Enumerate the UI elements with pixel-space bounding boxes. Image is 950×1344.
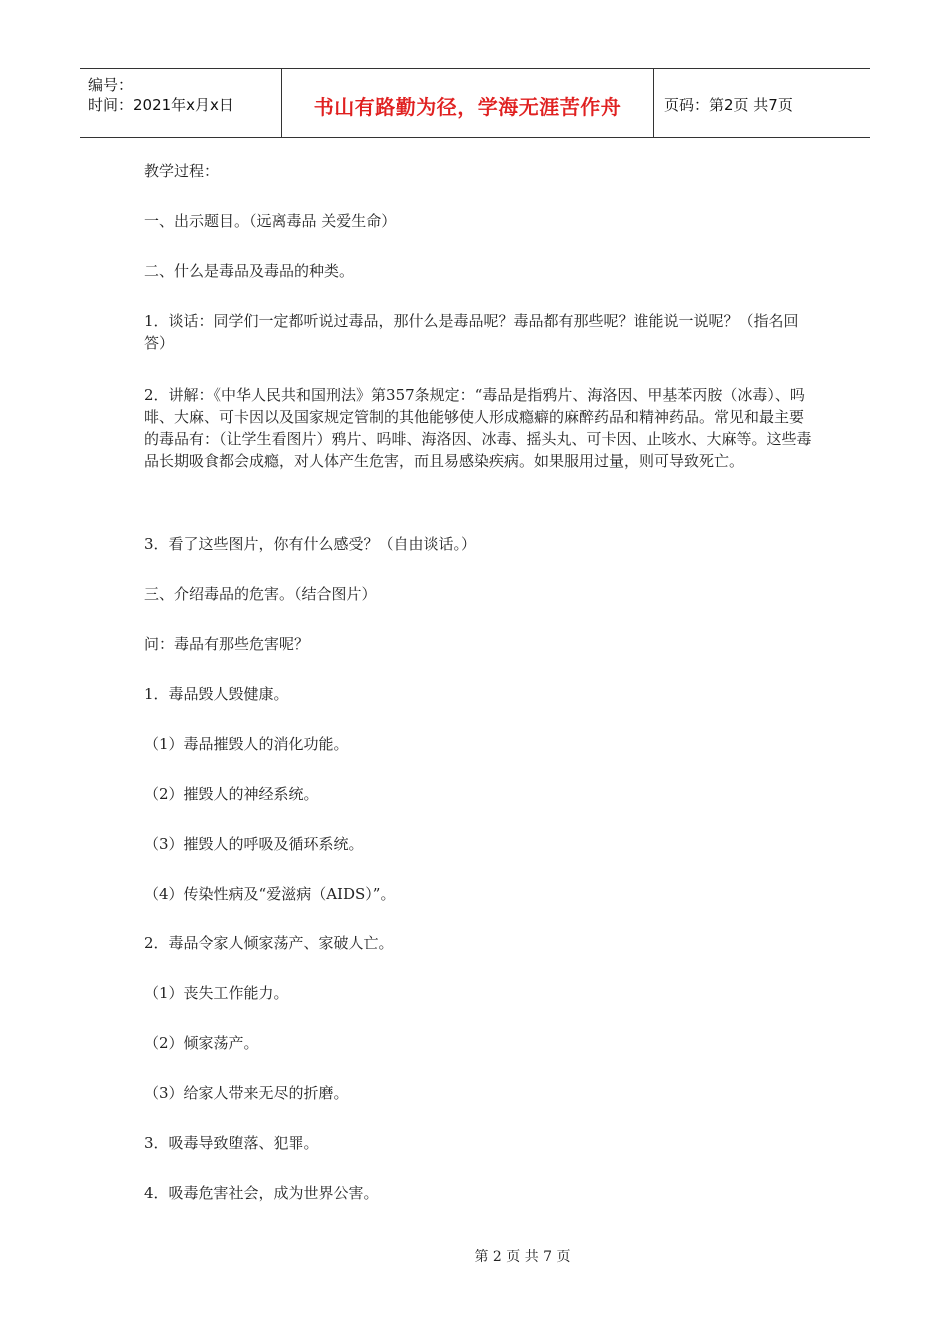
list-item-society: 4．吸毒危害社会，成为世界公害。 <box>144 1184 379 1202</box>
footer-page-number: 第 2 页 共 7 页 <box>474 1249 571 1265</box>
header-meta-cell <box>80 69 282 137</box>
page-header <box>80 68 870 138</box>
header-motto: 书山有路勤为径，学海无涯苦作舟 <box>313 94 622 119</box>
paragraph-feelings: 3．看了这些图片，你有什么感受？（自由谈话。） <box>144 535 477 553</box>
header-page-info: 页码：第2页 共7页 <box>664 95 793 114</box>
section-heading-process: 教学过程： <box>144 162 220 180</box>
header-page-cell <box>654 69 870 137</box>
header-motto-cell <box>282 69 654 137</box>
paragraph-what-is-drug: 二、什么是毒品及毒品的种类。 <box>144 262 355 280</box>
list-item-work: （1）丧失工作能力。 <box>144 984 289 1002</box>
page-footer <box>0 1246 950 1266</box>
list-item-nervous: （2）摧毁人的神经系统。 <box>144 785 319 803</box>
list-item-family: 2．毒品令家人倾家荡产、家破人亡。 <box>144 934 394 952</box>
list-item-torment: （3）给家人带来无尽的折磨。 <box>144 1084 349 1102</box>
paragraph-talk: 1．谈话：同学们一定都听说过毒品，那什么是毒品呢？毒品都有那些呢？谁能说一说呢？（指名回答） <box>144 312 799 352</box>
document-time-label: 时间：2021年x月x日 <box>88 96 234 114</box>
paragraph-question: 问：毒品有那些危害呢？ <box>144 635 310 653</box>
paragraph-topic: 一、出示题目。（远离毒品 关爱生命） <box>144 212 397 230</box>
list-item-health: 1．毒品毁人毁健康。 <box>144 685 289 703</box>
paragraph-harms-heading: 三、介绍毒品的危害。（结合图片） <box>144 585 377 603</box>
list-item-aids: （4）传染性病及“爱滋病（AIDS）”。 <box>144 885 396 903</box>
list-item-crime: 3．吸毒导致堕落、犯罪。 <box>144 1134 319 1152</box>
paragraph-explain: 2．讲解：《中华人民共和国刑法》第357条规定：“毒品是指鸦片、海洛因、甲基苯丙胺（冰毒）、吗啡、大麻、可卡因以及国家规定管制的其他能够使人形成瘾癖的麻醉药品和精神药品。常见和最主要的毒品有：（让学生看图片）鸦片、吗啡、海洛因、冰毒、摇头丸、可卡因、止咳水、大麻等。这些毒品长期吸食都会成瘾，对人体产生危害，而且易感染疾病。如果服用过量，则可导致死亡。 <box>144 386 812 470</box>
list-item-bankrupt: （2）倾家荡产。 <box>144 1034 259 1052</box>
document-number-label: 编号： <box>88 76 134 94</box>
list-item-respiratory: （3）摧毁人的呼吸及循环系统。 <box>144 835 364 853</box>
list-item-digestion: （1）毒品摧毁人的消化功能。 <box>144 735 349 753</box>
